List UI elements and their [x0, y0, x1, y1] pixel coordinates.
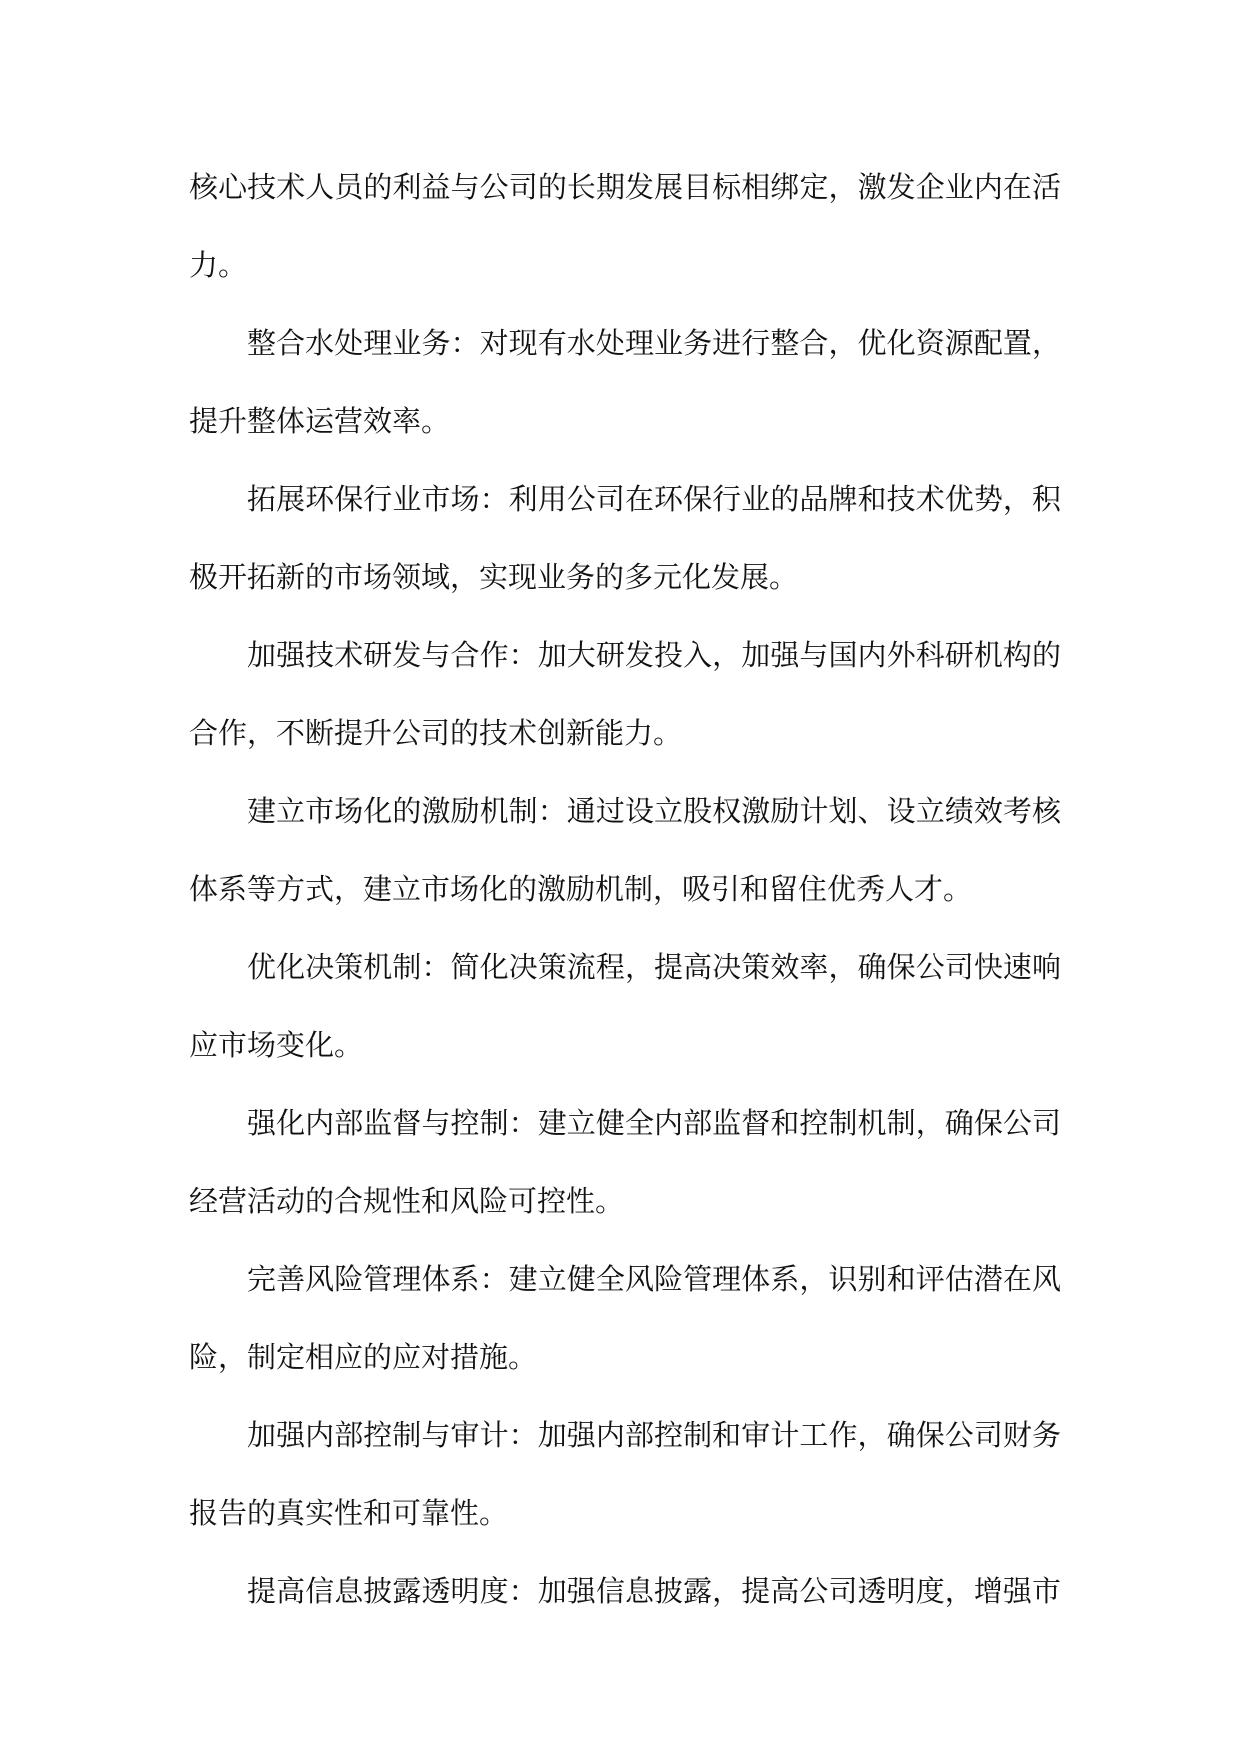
paragraph-line: 强化内部监督与控制：建立健全内部监督和控制机制，确保公司	[247, 1106, 1061, 1140]
paragraph-line: 应市场变化。	[189, 1028, 364, 1062]
paragraph-line: 整合水处理业务：对现有水处理业务进行整合，优化资源配置，	[247, 326, 1061, 360]
document-body	[189, 148, 1061, 1630]
paragraph-line: 建立市场化的激励机制：通过设立股权激励计划、设立绩效考核	[247, 794, 1061, 828]
paragraph-line: 报告的真实性和可靠性。	[189, 1496, 509, 1530]
paragraph-line: 加强技术研发与合作：加大研发投入，加强与国内外科研机构的	[247, 638, 1061, 672]
paragraph-line: 提高信息披露透明度：加强信息披露，提高公司透明度，增强市	[247, 1574, 1061, 1608]
paragraph-line: 合作，不断提升公司的技术创新能力。	[189, 716, 683, 750]
paragraph-line: 险，制定相应的应对措施。	[189, 1340, 538, 1374]
paragraph-line: 力。	[189, 248, 248, 282]
paragraph-line: 体系等方式，建立市场化的激励机制，吸引和留住优秀人才。	[189, 872, 973, 906]
paragraph-line: 拓展环保行业市场：利用公司在环保行业的品牌和技术优势，积	[247, 482, 1061, 516]
paragraph-line: 完善风险管理体系：建立健全风险管理体系，识别和评估潜在风	[247, 1262, 1061, 1296]
paragraph-line: 经营活动的合规性和风险可控性。	[189, 1184, 625, 1218]
paragraph-line: 核心技术人员的利益与公司的长期发展目标相绑定，激发企业内在活	[189, 170, 1061, 204]
paragraph-line: 优化决策机制：简化决策流程，提高决策效率，确保公司快速响	[247, 950, 1061, 984]
paragraph-line: 提升整体运营效率。	[189, 404, 451, 438]
paragraph-line: 加强内部控制与审计：加强内部控制和审计工作，确保公司财务	[247, 1418, 1061, 1452]
paragraph-line: 极开拓新的市场领域，实现业务的多元化发展。	[189, 560, 799, 594]
